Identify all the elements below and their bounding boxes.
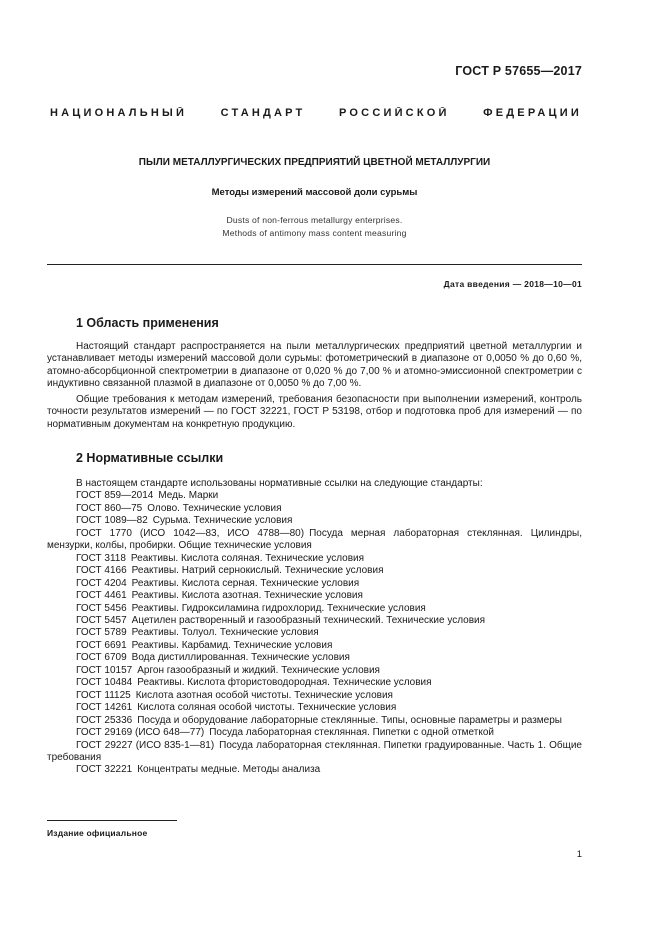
reference-title: Аргон газообразный и жидкий. Технические условия [137, 664, 380, 676]
reference-title: Вода дистиллированная. Технические условия [131, 652, 350, 664]
section-1-title: 1 Область применения [76, 316, 219, 330]
reference-code: ГОСТ 859—2014 [76, 490, 154, 502]
reference-code: ГОСТ 10484 [76, 677, 133, 689]
references-items [47, 490, 582, 776]
reference-code: ГОСТ 4204 [76, 577, 127, 589]
reference-title: Реактивы. Гидроксиламина гидрохлорид. Технические условия [131, 602, 426, 614]
reference-code: ГОСТ 10157 [76, 664, 133, 676]
reference-code: ГОСТ 4461 [76, 590, 127, 602]
reference-item [47, 702, 582, 714]
reference-title: Сурьма. Технические условия [152, 515, 293, 527]
reference-item [47, 603, 582, 615]
reference-item [47, 627, 582, 639]
reference-title: Посуда лабораторная стеклянная. Пипетки градуированные. Часть 1. Общие требования [47, 739, 582, 763]
section-1-paragraph-1 [47, 341, 582, 391]
english-title-line-1: Dusts of non-ferrous metallurgy enterprises. [226, 215, 403, 225]
document-title: ПЫЛИ МЕТАЛЛУРГИЧЕСКИХ ПРЕДПРИЯТИЙ ЦВЕТНОЙ МЕТАЛЛУРГИИ [138, 157, 491, 168]
reference-title: Посуда мерная лабораторная стеклянная. Цилиндры, мензурки, колбы, пробирки. Общие технические условия [47, 527, 582, 552]
reference-title: Посуда и оборудование лабораторные стеклянные. Типы, основные параметры и размеры [137, 714, 562, 726]
reference-title: Реактивы. Кислота фтористоводородная. Технические условия [137, 677, 432, 689]
national-standard-heading: НАЦИОНАЛЬНЫЙ СТАНДАРТ РОССИЙСКОЙ ФЕДЕРАЦИИ [50, 107, 582, 119]
reference-item [47, 528, 582, 553]
reference-code: ГОСТ 5456 [76, 602, 127, 614]
reference-title: Реактивы. Толуол. Технические условия [131, 627, 319, 639]
reference-title: Медь. Марки [158, 490, 219, 502]
reference-code: ГОСТ 32221 [76, 764, 133, 776]
reference-item [47, 565, 582, 577]
reference-item [47, 727, 582, 739]
reference-code: ГОСТ 3118 [76, 552, 126, 564]
reference-item [47, 690, 582, 702]
reference-code: ГОСТ 4166 [76, 565, 127, 577]
reference-code: ГОСТ 860—75 [76, 502, 143, 514]
reference-item [47, 490, 582, 502]
reference-item [47, 553, 582, 565]
reference-item [47, 615, 582, 627]
reference-item [47, 578, 582, 590]
reference-code: ГОСТ 5789 [76, 627, 127, 639]
reference-title: Кислота азотная особой чистоты. Технические условия [135, 689, 393, 701]
reference-code: ГОСТ 6691 [76, 639, 127, 651]
reference-title: Реактивы. Натрий сернокислый. Технические условия [131, 565, 384, 577]
paragraph-text: Настоящий стандарт распространяется на пыли металлургических предприятий цветной металлургии и устанавливает методы измерений массовой доли сурьмы: фотометрический в диапазоне от 0,0050 % до 0,60 %, атомно-абсорбционной спектрометрии в диапазоне от 0,020 % до 7,00 % и атомно-эмиссионной спектрометрии с индуктивно связанной плазмой в диапазоне от 0,0050 % до 7,00 %. [47, 341, 582, 390]
section-2-title: 2 Нормативные ссылки [76, 451, 224, 465]
english-title-line-2: Methods of antimony mass content measuring [222, 227, 407, 238]
reference-title: Реактивы. Кислота соляная. Технические условия [130, 552, 365, 564]
reference-code: ГОСТ 14261 [76, 702, 133, 714]
reference-title: Реактивы. Кислота азотная. Технические условия [131, 590, 363, 602]
reference-code: ГОСТ 1770 (ИСО 1042—83, ИСО 4788—80) [76, 527, 305, 539]
reference-code: ГОСТ 29227 (ИСО 835-1—81) [76, 739, 215, 751]
reference-item [47, 503, 582, 515]
reference-title: Кислота соляная особой чистоты. Технические условия [137, 702, 397, 714]
reference-title: Ацетилен растворенный и газообразный технический. Технические условия [131, 614, 486, 626]
reference-title: Олово. Технические условия [147, 502, 282, 514]
title-divider [47, 264, 582, 265]
reference-item [47, 715, 582, 727]
paragraph-text: Общие требования к методам измерений, требования безопасности при выполнении измерений, контроль точности результатов измерений — по ГОСТ 32221, ГОСТ Р 53198, отбор и подготовка проб для измерений — по нормативным документам на конкретную продукцию. [47, 394, 582, 430]
document-subtitle: Методы измерений массовой доли сурьмы [211, 187, 418, 198]
introduction-date: Дата введения — 2018—10—01 [443, 279, 582, 289]
references-intro: В настоящем стандарте использованы нормативные ссылки на следующие стандарты: [76, 478, 483, 489]
reference-item [47, 677, 582, 689]
reference-item [47, 665, 582, 677]
reference-title: Посуда лабораторная стеклянная. Пипетки с одной отметкой [209, 727, 494, 739]
footer-divider [47, 820, 177, 821]
reference-title: Реактивы. Кислота серная. Технические условия [131, 577, 360, 589]
reference-code: ГОСТ 11125 [76, 689, 131, 701]
reference-item [47, 740, 582, 765]
reference-item [47, 764, 582, 776]
reference-code: ГОСТ 5457 [76, 614, 127, 626]
reference-item [47, 590, 582, 602]
reference-code: ГОСТ 29169 (ИСО 648—77) [76, 727, 205, 739]
page-number: 1 [576, 849, 582, 860]
reference-item [47, 652, 582, 664]
edition-note: Издание официальное [47, 828, 148, 838]
reference-title: Реактивы. Карбамид. Технические условия [131, 639, 333, 651]
reference-code: ГОСТ 6709 [76, 652, 127, 664]
reference-code: ГОСТ 25336 [76, 714, 133, 726]
reference-item [47, 515, 582, 527]
english-title [47, 214, 582, 239]
reference-item [47, 640, 582, 652]
normative-references-list [47, 478, 582, 777]
document-id: ГОСТ Р 57655—2017 [455, 64, 582, 78]
reference-title: Концентраты медные. Методы анализа [137, 764, 321, 776]
reference-code: ГОСТ 1089—82 [76, 515, 148, 527]
section-1-paragraph-2 [47, 394, 582, 431]
